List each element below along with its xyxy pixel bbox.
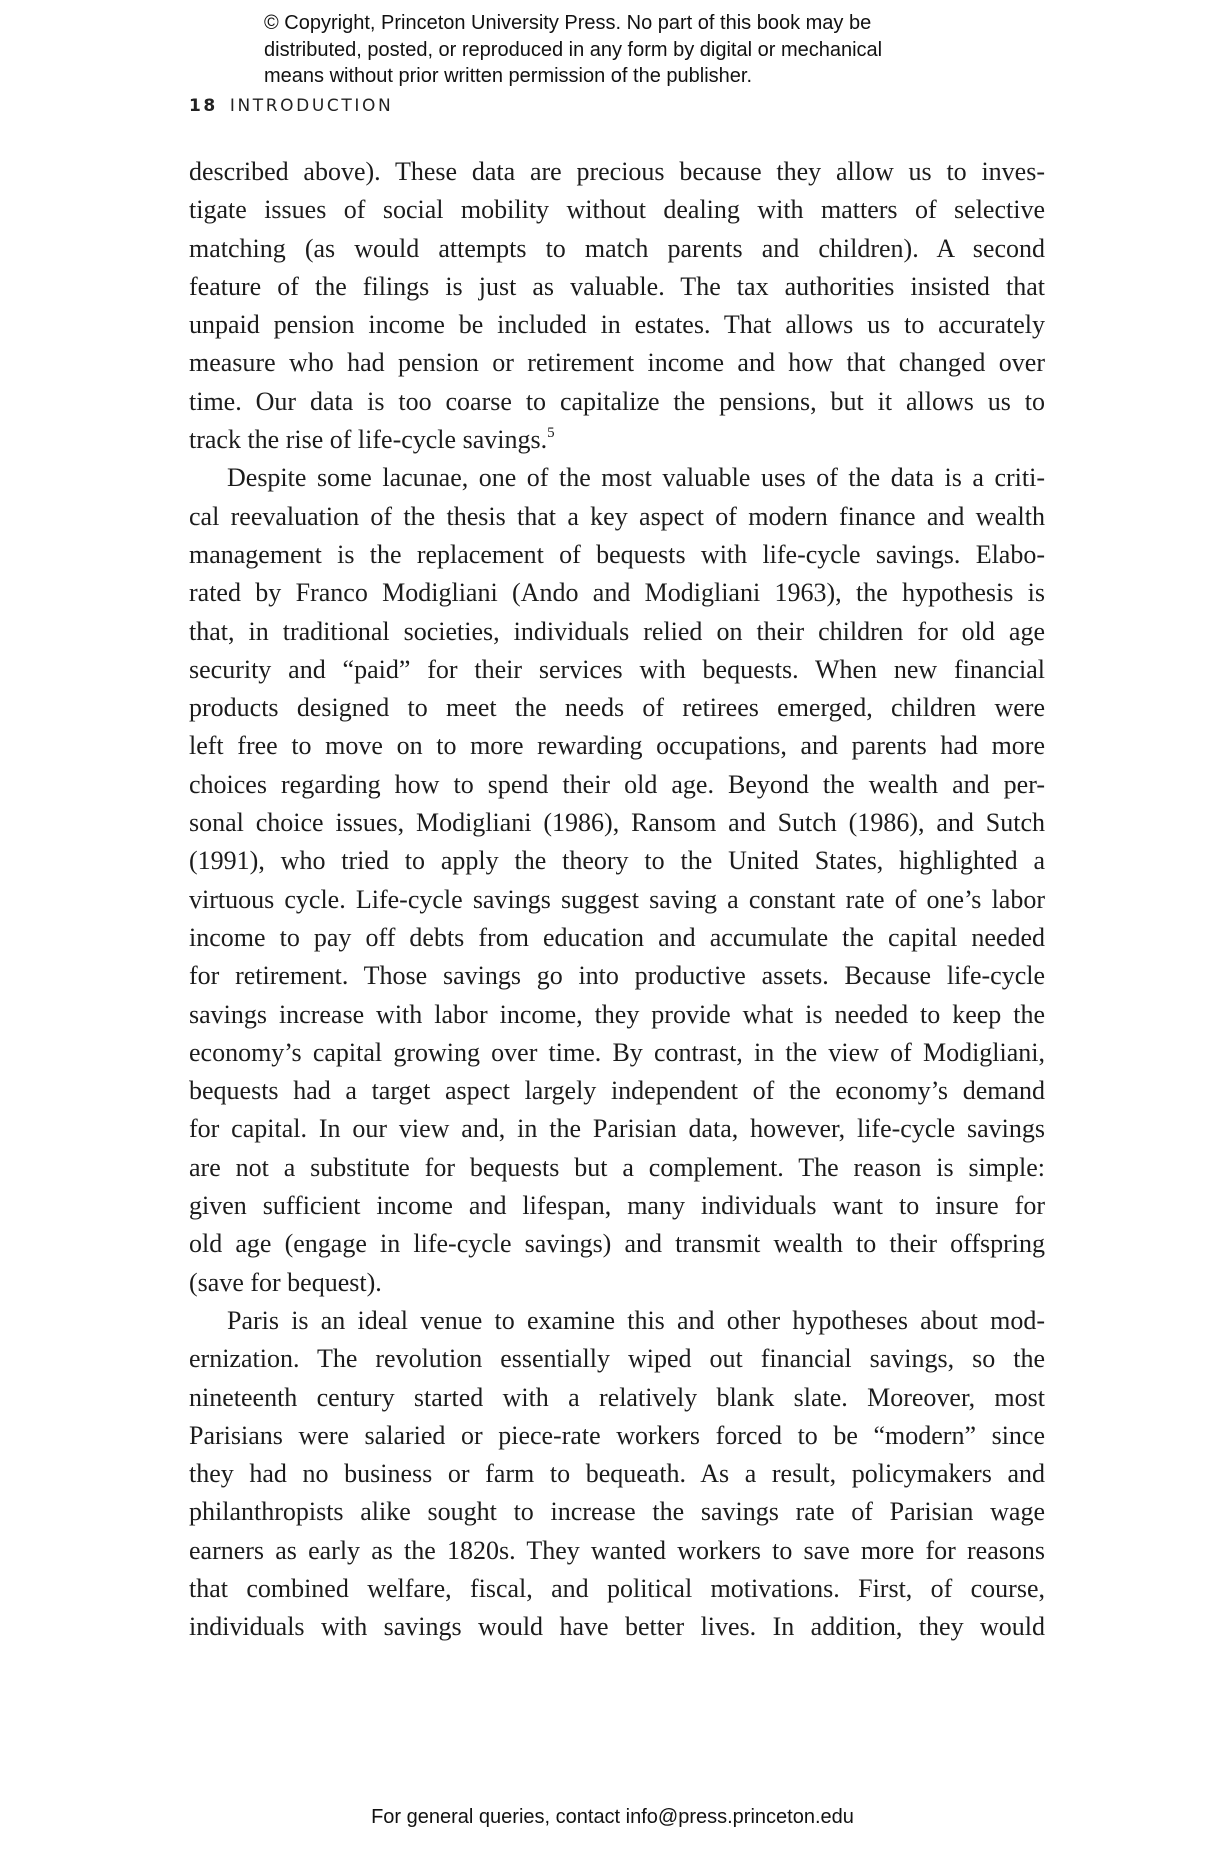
paragraph-1 <box>189 153 1045 459</box>
copyright-line: distributed, posted, or reproduced in any form by digital or mechanical <box>264 38 883 61</box>
text-line: ernization. The revolution essentially wiped out financial savings, so the <box>189 1344 1045 1374</box>
text-line: bequests had a target aspect largely independent of the economy’s demand <box>189 1076 1045 1106</box>
text-line: nineteenth century started with a relatively blank slate. Moreover, most <box>189 1382 1045 1412</box>
text-line: are not a substitute for bequests but a complement. The reason is simple: <box>189 1152 1045 1182</box>
footer-contact: For general queries, contact info@press.princeton.edu <box>371 1806 854 1828</box>
copyright-line: © Copyright, Princeton University Press. No part of this book may be <box>264 12 872 34</box>
text-line: savings increase with labor income, they provide what is needed to keep the <box>189 999 1045 1029</box>
text-line: (save for bequest). <box>189 1267 382 1297</box>
text-line: feature of the filings is just as valuable. The tax authorities insisted that <box>189 271 1045 301</box>
text-line: (1991), who tried to apply the theory to the United States, highlighted a <box>189 846 1045 876</box>
text-line: security and “paid” for their services with bequests. When new financial <box>189 654 1045 684</box>
text-line: management is the replacement of bequests with life-cycle savings. Elabo- <box>189 539 1045 569</box>
paragraph-3 <box>189 1302 1045 1647</box>
text-line: sonal choice issues, Modigliani (1986), Ransom and Sutch (1986), and Sutch <box>189 808 1045 838</box>
text-line: unpaid pension income be included in estates. That allows us to accurately <box>189 310 1045 340</box>
text-line: that combined welfare, fiscal, and political motivations. First, of course, <box>189 1573 1045 1603</box>
text-line: rated by Franco Modigliani (Ando and Modigliani 1963), the hypothesis is <box>189 578 1045 608</box>
copyright-notice <box>264 10 1024 90</box>
text-line: philanthropists alike sought to increase the savings rate of Parisian wage <box>189 1497 1045 1527</box>
text-line: left free to move on to more rewarding occupations, and parents had more <box>189 731 1045 761</box>
text-line: old age (engage in life-cycle savings) and transmit wealth to their offspring <box>189 1229 1045 1259</box>
text-line: for capital. In our view and, in the Parisian data, however, life-cycle savings <box>189 1114 1045 1144</box>
text-line: Parisians were salaried or piece-rate workers forced to be “modern” since <box>189 1420 1045 1450</box>
text-line: Despite some lacunae, one of the most valuable uses of the data is a criti- <box>227 463 1045 493</box>
text-line: Paris is an ideal venue to examine this and other hypotheses about mod- <box>227 1305 1045 1335</box>
text-line: given sufficient income and lifespan, many individuals want to insure for <box>189 1191 1045 1221</box>
text-line: time. Our data is too coarse to capitalize the pensions, but it allows us to <box>189 386 1045 416</box>
text-line: cal reevaluation of the thesis that a key aspect of modern finance and wealth <box>189 501 1045 531</box>
text-line: products designed to meet the needs of retirees emerged, children were <box>189 693 1045 723</box>
body-text <box>189 153 1045 1647</box>
running-head <box>189 96 393 116</box>
text-line: they had no business or farm to bequeath. As a result, policymakers and <box>189 1459 1045 1489</box>
section-title: INTRODUCTION <box>229 96 394 116</box>
text-line-content: track the rise of life-cycle savings. <box>189 425 548 455</box>
text-line <box>189 421 1045 459</box>
text-line: individuals with savings would have better lives. In addition, they would <box>189 1612 1045 1642</box>
text-line: for retirement. Those savings go into productive assets. Because life-cycle <box>189 961 1045 991</box>
text-line: that, in traditional societies, individuals relied on their children for old age <box>189 616 1045 646</box>
page-number: 18 <box>189 96 218 116</box>
text-line: economy’s capital growing over time. By contrast, in the view of Modigliani, <box>189 1037 1045 1067</box>
text-line: measure who had pension or retirement income and how that changed over <box>189 348 1045 378</box>
text-line: income to pay off debts from education and accumulate the capital needed <box>189 922 1045 952</box>
text-line: choices regarding how to spend their old age. Beyond the wealth and per- <box>189 769 1045 799</box>
text-line: tigate issues of social mobility without dealing with matters of selective <box>189 195 1045 225</box>
copyright-line: means without prior written permission of the publisher. <box>264 65 753 87</box>
text-line: virtuous cycle. Life-cycle savings suggest saving a constant rate of one’s labor <box>189 884 1045 914</box>
footnote-reference: 5 <box>547 425 555 442</box>
text-line: described above). These data are precious because they allow us to inves- <box>189 157 1045 186</box>
text-line: earners as early as the 1820s. They wanted workers to save more for reasons <box>189 1535 1045 1565</box>
paragraph-2 <box>189 459 1045 1302</box>
text-line: matching (as would attempts to match parents and children). A second <box>189 233 1045 263</box>
